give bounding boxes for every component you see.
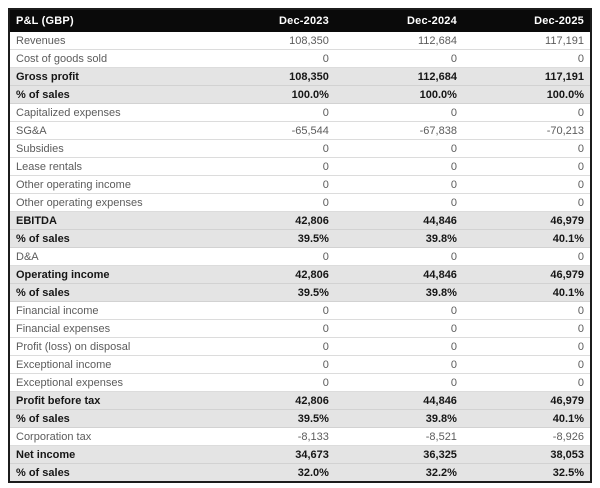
cell-value: 0: [207, 104, 335, 122]
cell-value: -67,838: [335, 122, 463, 140]
cell-value: 0: [335, 140, 463, 158]
cell-value: 46,979: [463, 266, 591, 284]
cell-value: 39.8%: [335, 230, 463, 248]
row-label: Financial expenses: [9, 320, 207, 338]
cell-value: 0: [207, 302, 335, 320]
cell-value: 112,684: [335, 32, 463, 50]
cell-value: 32.5%: [463, 464, 591, 483]
row-label: % of sales: [9, 86, 207, 104]
cell-value: 0: [463, 302, 591, 320]
table-row: [9, 392, 591, 410]
row-label: Operating income: [9, 266, 207, 284]
cell-value: 0: [335, 356, 463, 374]
cell-value: 108,350: [207, 68, 335, 86]
row-label: % of sales: [9, 410, 207, 428]
cell-value: 0: [335, 302, 463, 320]
column-header-dec-2023: Dec-2023: [207, 9, 335, 32]
cell-value: 117,191: [463, 68, 591, 86]
cell-value: 0: [335, 338, 463, 356]
cell-value: 32.2%: [335, 464, 463, 483]
table-row: [9, 356, 591, 374]
cell-value: 34,673: [207, 446, 335, 464]
cell-value: -8,521: [335, 428, 463, 446]
cell-value: 0: [335, 158, 463, 176]
cell-value: 38,053: [463, 446, 591, 464]
row-label: % of sales: [9, 284, 207, 302]
row-label: % of sales: [9, 464, 207, 483]
cell-value: 0: [335, 248, 463, 266]
cell-value: 0: [463, 248, 591, 266]
table-row: [9, 446, 591, 464]
cell-value: 0: [207, 50, 335, 68]
cell-value: 117,191: [463, 32, 591, 50]
cell-value: 0: [463, 320, 591, 338]
pnl-table-container: [8, 8, 592, 483]
cell-value: 0: [207, 194, 335, 212]
cell-value: 100.0%: [207, 86, 335, 104]
cell-value: 0: [207, 248, 335, 266]
row-label: Other operating expenses: [9, 194, 207, 212]
cell-value: 108,350: [207, 32, 335, 50]
pnl-table: [8, 8, 592, 483]
table-row: [9, 140, 591, 158]
cell-value: 44,846: [335, 212, 463, 230]
table-row: [9, 338, 591, 356]
cell-value: 36,325: [335, 446, 463, 464]
cell-value: -70,213: [463, 122, 591, 140]
table-row: [9, 410, 591, 428]
cell-value: 40.1%: [463, 284, 591, 302]
table-row: [9, 158, 591, 176]
cell-value: 0: [463, 176, 591, 194]
row-label: Subsidies: [9, 140, 207, 158]
table-row: [9, 374, 591, 392]
cell-value: 0: [207, 176, 335, 194]
cell-value: 0: [207, 158, 335, 176]
cell-value: 39.8%: [335, 410, 463, 428]
cell-value: 0: [335, 104, 463, 122]
row-label: SG&A: [9, 122, 207, 140]
table-row: [9, 32, 591, 50]
row-label: Gross profit: [9, 68, 207, 86]
column-header-dec-2025: Dec-2025: [463, 9, 591, 32]
cell-value: 112,684: [335, 68, 463, 86]
cell-value: 0: [335, 50, 463, 68]
table-row: [9, 320, 591, 338]
cell-value: 32.0%: [207, 464, 335, 483]
cell-value: 0: [463, 140, 591, 158]
cell-value: 0: [463, 356, 591, 374]
cell-value: 0: [463, 194, 591, 212]
row-label: % of sales: [9, 230, 207, 248]
row-label: Lease rentals: [9, 158, 207, 176]
cell-value: 0: [463, 338, 591, 356]
cell-value: -65,544: [207, 122, 335, 140]
row-label: Cost of goods sold: [9, 50, 207, 68]
table-row: [9, 248, 591, 266]
cell-value: -8,926: [463, 428, 591, 446]
cell-value: 42,806: [207, 392, 335, 410]
cell-value: 42,806: [207, 212, 335, 230]
cell-value: 40.1%: [463, 410, 591, 428]
table-row: [9, 68, 591, 86]
cell-value: 0: [335, 194, 463, 212]
cell-value: 39.8%: [335, 284, 463, 302]
cell-value: 100.0%: [335, 86, 463, 104]
table-row: [9, 266, 591, 284]
table-title: P&L (GBP): [9, 9, 207, 32]
cell-value: 0: [335, 320, 463, 338]
cell-value: 39.5%: [207, 284, 335, 302]
cell-value: 0: [207, 338, 335, 356]
row-label: Profit before tax: [9, 392, 207, 410]
cell-value: 0: [463, 374, 591, 392]
cell-value: 0: [207, 320, 335, 338]
cell-value: 0: [207, 356, 335, 374]
column-header-dec-2024: Dec-2024: [335, 9, 463, 32]
table-row: [9, 230, 591, 248]
row-label: D&A: [9, 248, 207, 266]
row-label: Corporation tax: [9, 428, 207, 446]
table-row: [9, 212, 591, 230]
row-label: Profit (loss) on disposal: [9, 338, 207, 356]
cell-value: 0: [335, 374, 463, 392]
row-label: Revenues: [9, 32, 207, 50]
cell-value: 0: [335, 176, 463, 194]
row-label: Exceptional expenses: [9, 374, 207, 392]
cell-value: 39.5%: [207, 410, 335, 428]
row-label: Capitalized expenses: [9, 104, 207, 122]
cell-value: 0: [207, 140, 335, 158]
table-header-row: [9, 9, 591, 32]
cell-value: 44,846: [335, 266, 463, 284]
table-row: [9, 122, 591, 140]
row-label: Exceptional income: [9, 356, 207, 374]
cell-value: 46,979: [463, 392, 591, 410]
table-row: [9, 50, 591, 68]
cell-value: 42,806: [207, 266, 335, 284]
table-row: [9, 194, 591, 212]
row-label: Net income: [9, 446, 207, 464]
cell-value: 0: [463, 158, 591, 176]
table-row: [9, 104, 591, 122]
row-label: Other operating income: [9, 176, 207, 194]
row-label: Financial income: [9, 302, 207, 320]
table-row: [9, 428, 591, 446]
table-row: [9, 176, 591, 194]
cell-value: 39.5%: [207, 230, 335, 248]
cell-value: 0: [207, 374, 335, 392]
cell-value: 46,979: [463, 212, 591, 230]
cell-value: 0: [463, 104, 591, 122]
table-row: [9, 86, 591, 104]
row-label: EBITDA: [9, 212, 207, 230]
cell-value: 44,846: [335, 392, 463, 410]
cell-value: -8,133: [207, 428, 335, 446]
table-row: [9, 284, 591, 302]
table-row: [9, 464, 591, 483]
cell-value: 0: [463, 50, 591, 68]
cell-value: 100.0%: [463, 86, 591, 104]
cell-value: 40.1%: [463, 230, 591, 248]
table-row: [9, 302, 591, 320]
